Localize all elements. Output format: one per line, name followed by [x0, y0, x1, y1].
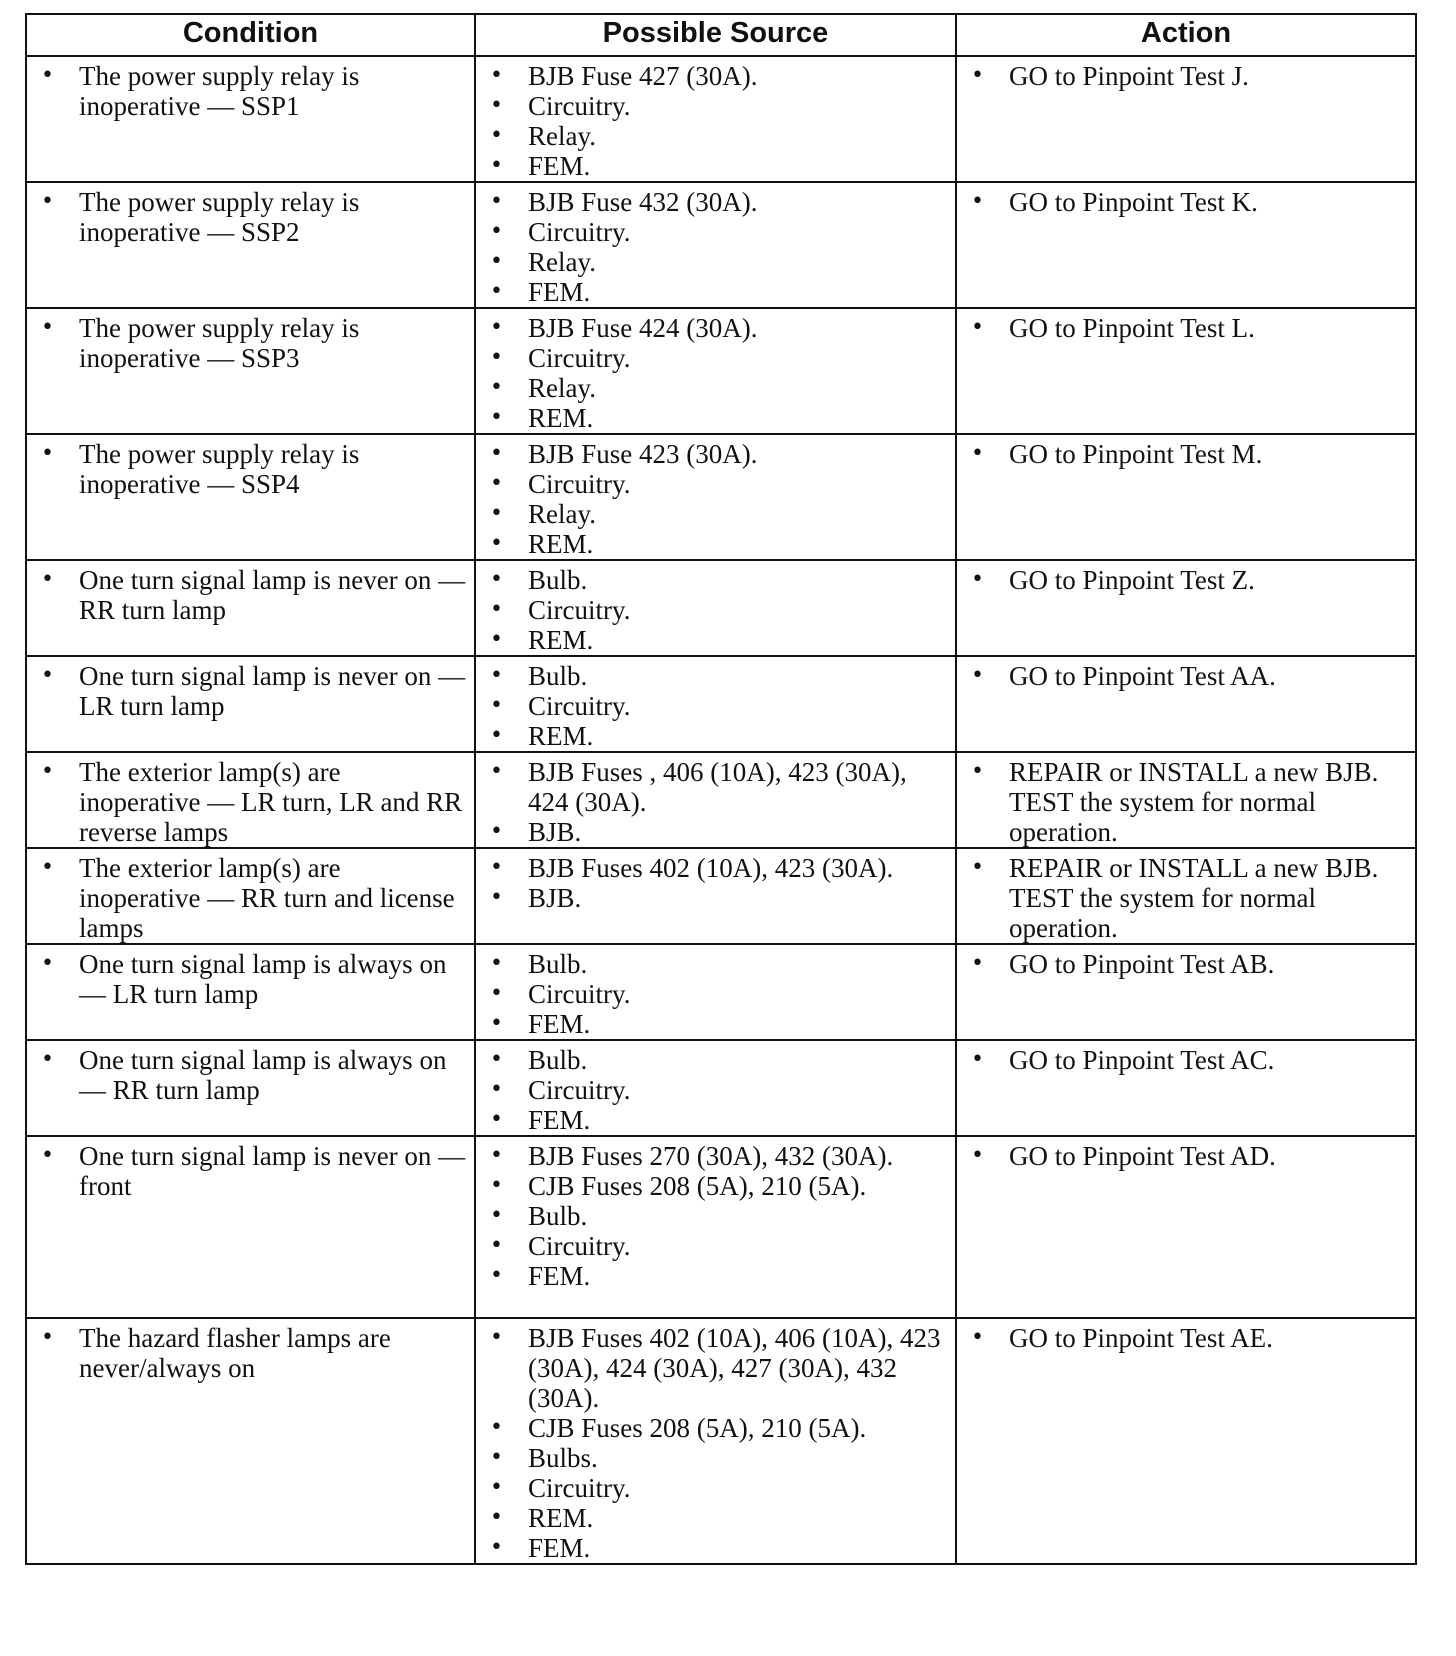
action-cell — [956, 1136, 1416, 1318]
table-row — [26, 308, 1416, 434]
source-cell — [475, 1040, 956, 1136]
table-row — [26, 560, 1416, 656]
condition-text: • The exterior lamp(s) are inoperative — RR turn and license lamps — [39, 853, 466, 943]
condition-cell — [26, 560, 475, 656]
source-item: • REM. — [488, 529, 947, 559]
condition-cell — [26, 1136, 475, 1318]
table-row — [26, 434, 1416, 560]
action-text: • GO to Pinpoint Test L. — [969, 313, 1407, 343]
condition-text: • One turn signal lamp is never on — LR turn lamp — [39, 661, 466, 721]
source-item: • Relay. — [488, 121, 947, 151]
condition-text: • One turn signal lamp is always on — RR turn lamp — [39, 1045, 466, 1105]
action-text: • REPAIR or INSTALL a new BJB. TEST the system for normal operation. — [969, 853, 1407, 943]
source-item: • Circuitry. — [488, 1231, 947, 1261]
action-cell — [956, 182, 1416, 308]
source-item: • BJB Fuse 432 (30A). — [488, 187, 947, 217]
source-cell — [475, 560, 956, 656]
source-item: • BJB Fuses 402 (10A), 423 (30A). — [488, 853, 947, 883]
table-row — [26, 848, 1416, 944]
source-item: • CJB Fuses 208 (5A), 210 (5A). — [488, 1171, 947, 1201]
source-item: • REM. — [488, 1503, 947, 1533]
condition-cell — [26, 1040, 475, 1136]
condition-cell — [26, 434, 475, 560]
source-item: • FEM. — [488, 1261, 947, 1291]
action-cell — [956, 56, 1416, 182]
source-cell — [475, 752, 956, 848]
action-text: • GO to Pinpoint Test M. — [969, 439, 1407, 469]
action-text: • REPAIR or INSTALL a new BJB. TEST the system for normal operation. — [969, 757, 1407, 847]
condition-cell — [26, 752, 475, 848]
condition-text: • The exterior lamp(s) are inoperative — LR turn, LR and RR reverse lamps — [39, 757, 466, 847]
header-condition: Condition — [26, 14, 475, 56]
source-cell — [475, 56, 956, 182]
condition-cell — [26, 56, 475, 182]
action-text: • GO to Pinpoint Test Z. — [969, 565, 1407, 595]
source-cell — [475, 182, 956, 308]
source-cell — [475, 944, 956, 1040]
source-item: • REM. — [488, 625, 947, 655]
table-row — [26, 182, 1416, 308]
condition-cell — [26, 944, 475, 1040]
source-item: • Bulb. — [488, 1045, 947, 1075]
source-cell — [475, 1136, 956, 1318]
source-item: • BJB Fuses 402 (10A), 406 (10A), 423 (30A), 424 (30A), 427 (30A), 432 (30A). — [488, 1323, 947, 1413]
source-item: • FEM. — [488, 151, 947, 181]
source-item: • Circuitry. — [488, 217, 947, 247]
source-cell — [475, 848, 956, 944]
source-item: • BJB Fuse 423 (30A). — [488, 439, 947, 469]
source-cell — [475, 1318, 956, 1564]
table-row — [26, 1040, 1416, 1136]
action-cell — [956, 308, 1416, 434]
table-row — [26, 1136, 1416, 1318]
table-row — [26, 56, 1416, 182]
action-text: • GO to Pinpoint Test K. — [969, 187, 1407, 217]
table-row — [26, 944, 1416, 1040]
source-item: • BJB. — [488, 817, 947, 847]
source-item: • Bulb. — [488, 1201, 947, 1231]
action-cell — [956, 1040, 1416, 1136]
condition-text: • One turn signal lamp is always on — LR turn lamp — [39, 949, 466, 1009]
source-item: • Circuitry. — [488, 1075, 947, 1105]
source-item: • Bulb. — [488, 661, 947, 691]
source-item: • BJB Fuse 424 (30A). — [488, 313, 947, 343]
source-item: • REM. — [488, 403, 947, 433]
source-item: • Relay. — [488, 373, 947, 403]
symptom-chart-table — [25, 13, 1417, 1565]
action-text: • GO to Pinpoint Test AD. — [969, 1141, 1407, 1171]
action-cell — [956, 560, 1416, 656]
source-item: • FEM. — [488, 1009, 947, 1039]
action-text: • GO to Pinpoint Test J. — [969, 61, 1407, 91]
condition-text: • The power supply relay is inoperative — SSP4 — [39, 439, 466, 499]
source-item: • Bulbs. — [488, 1443, 947, 1473]
action-text: • GO to Pinpoint Test AC. — [969, 1045, 1407, 1075]
condition-cell — [26, 182, 475, 308]
header-possible-source: Possible Source — [475, 14, 956, 56]
condition-text: • The power supply relay is inoperative — SSP1 — [39, 61, 466, 121]
table-row — [26, 1318, 1416, 1564]
action-cell — [956, 1318, 1416, 1564]
source-item: • Bulb. — [488, 949, 947, 979]
source-item: • REM. — [488, 721, 947, 751]
source-item: • Circuitry. — [488, 691, 947, 721]
source-item: • Circuitry. — [488, 979, 947, 1009]
action-text: • GO to Pinpoint Test AE. — [969, 1323, 1407, 1353]
condition-text: • One turn signal lamp is never on — front — [39, 1141, 466, 1201]
source-item: • Circuitry. — [488, 1473, 947, 1503]
source-item: • FEM. — [488, 1105, 947, 1135]
action-cell — [956, 848, 1416, 944]
document-page — [25, 13, 1415, 1565]
source-item: • Circuitry. — [488, 343, 947, 373]
source-item: • BJB. — [488, 883, 947, 913]
condition-cell — [26, 1318, 475, 1564]
source-cell — [475, 434, 956, 560]
action-cell — [956, 434, 1416, 560]
source-item: • Circuitry. — [488, 595, 947, 625]
table-row — [26, 656, 1416, 752]
action-cell — [956, 752, 1416, 848]
table-body — [26, 56, 1416, 1564]
source-item: • Relay. — [488, 499, 947, 529]
action-text: • GO to Pinpoint Test AA. — [969, 661, 1407, 691]
source-item: • FEM. — [488, 277, 947, 307]
condition-cell — [26, 308, 475, 434]
action-cell — [956, 944, 1416, 1040]
action-cell — [956, 656, 1416, 752]
source-cell — [475, 656, 956, 752]
source-item: • Circuitry. — [488, 469, 947, 499]
condition-cell — [26, 848, 475, 944]
condition-text: • The power supply relay is inoperative — SSP3 — [39, 313, 466, 373]
condition-text: • The power supply relay is inoperative — SSP2 — [39, 187, 466, 247]
source-item: • BJB Fuses 270 (30A), 432 (30A). — [488, 1141, 947, 1171]
condition-text: • The hazard flasher lamps are never/always on — [39, 1323, 466, 1383]
header-row — [26, 14, 1416, 56]
table-row — [26, 752, 1416, 848]
source-item: • Circuitry. — [488, 91, 947, 121]
source-cell — [475, 308, 956, 434]
source-item: • Relay. — [488, 247, 947, 277]
source-item: • BJB Fuses , 406 (10A), 423 (30A), 424 (30A). — [488, 757, 947, 817]
source-item: • CJB Fuses 208 (5A), 210 (5A). — [488, 1413, 947, 1443]
header-action: Action — [956, 14, 1416, 56]
condition-cell — [26, 656, 475, 752]
action-text: • GO to Pinpoint Test AB. — [969, 949, 1407, 979]
source-item: • BJB Fuse 427 (30A). — [488, 61, 947, 91]
condition-text: • One turn signal lamp is never on — RR turn lamp — [39, 565, 466, 625]
source-item: • FEM. — [488, 1533, 947, 1563]
source-item: • Bulb. — [488, 565, 947, 595]
